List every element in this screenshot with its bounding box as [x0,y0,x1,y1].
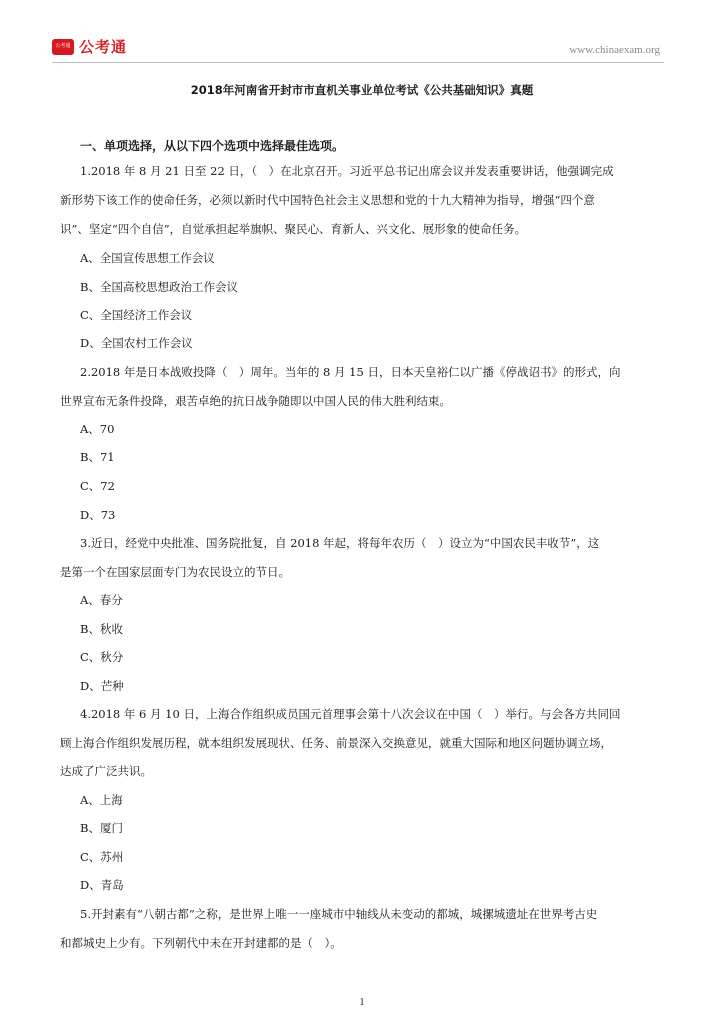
question-4-option-b: B、厦门 [80,821,123,835]
question-4-option-d: D、青岛 [80,878,124,892]
question-1-option-b: B、全国高校思想政治工作会议 [80,280,238,294]
question-3-option-a: A、春分 [80,593,123,607]
logo-badge-icon: 公考通 [52,39,74,55]
page-header [52,36,664,60]
question-3-option-c: C、秋分 [80,650,124,664]
question-2-line-1: 2.2018 年是日本战败投降（ ）周年。当年的 8 月 15 日，日本天皇裕仁以广播《停战诏书》的形式，向 [80,365,621,379]
question-4-option-a: A、上海 [80,793,123,807]
question-1-line-1: 1.2018 年 8 月 21 日至 22 日，（ ）在北京召开。习近平总书记出席会议并发表重要讲话，他强调完成 [80,164,614,178]
section-heading: 一、单项选择，从以下四个选项中选择最佳选项。 [80,139,345,153]
site-logo[interactable] [52,36,127,57]
document-title: 2018年河南省开封市市直机关事业单位考试《公共基础知识》真题 [190,83,534,97]
question-2-option-c: C、72 [80,479,115,493]
question-4-option-c: C、苏州 [80,850,124,864]
question-4-line-1: 4.2018 年 6 月 10 日，上海合作组织成员国元首理事会第十八次会议在中国（ ）举行。与会各方共同回 [80,707,621,721]
question-1-line-2: 新形势下该工作的使命任务，必须以新时代中国特色社会主义思想和党的十九大精神为指导，增强“四个意 [60,193,595,207]
question-2-option-d: D、73 [80,508,116,522]
question-3-option-b: B、秋收 [80,622,123,636]
question-3-line-1: 3.近日，经党中央批准、国务院批复，自 2018 年起，将每年农历（ ）设立为“中国农民丰收节”，这 [80,536,600,550]
question-2-option-a: A、70 [80,422,115,436]
question-5-line-1: 5.开封素有“八朝古都”之称，是世界上唯一一座城市中轴线从未变动的都城，城摞城遗址在世界考古史 [80,907,598,921]
site-url[interactable]: www.chinaexam.org [569,44,660,56]
header-divider [52,62,664,63]
logo-text: 公考通 [79,38,128,56]
question-1-option-c: C、全国经济工作会议 [80,308,193,322]
question-1-line-3: 识”、坚定“四个自信”，自觉承担起举旗帜、聚民心、育新人、兴文化、展形象的使命任务。 [60,222,527,236]
question-3-option-d: D、芒种 [80,679,124,693]
page-number: 1 [359,997,365,1008]
question-4-line-3: 达成了广泛共识。 [60,764,152,778]
question-5-line-2: 和都城史上少有。下列朝代中未在开封建都的是（ ）。 [60,936,342,950]
question-1-option-d: D、全国农村工作会议 [80,336,193,350]
question-2-option-b: B、71 [80,450,115,464]
question-3-line-2: 是第一个在国家层面专门为农民设立的节日。 [60,565,290,579]
question-1-option-a: A、全国宣传思想工作会议 [80,251,215,265]
question-2-line-2: 世界宣布无条件投降，艰苦卓绝的抗日战争随即以中国人民的伟大胜利结束。 [60,394,451,408]
question-4-line-2: 顾上海合作组织发展历程，就本组织发展现状、任务、前景深入交换意见，就重大国际和地区问题协调立场， [60,736,612,750]
